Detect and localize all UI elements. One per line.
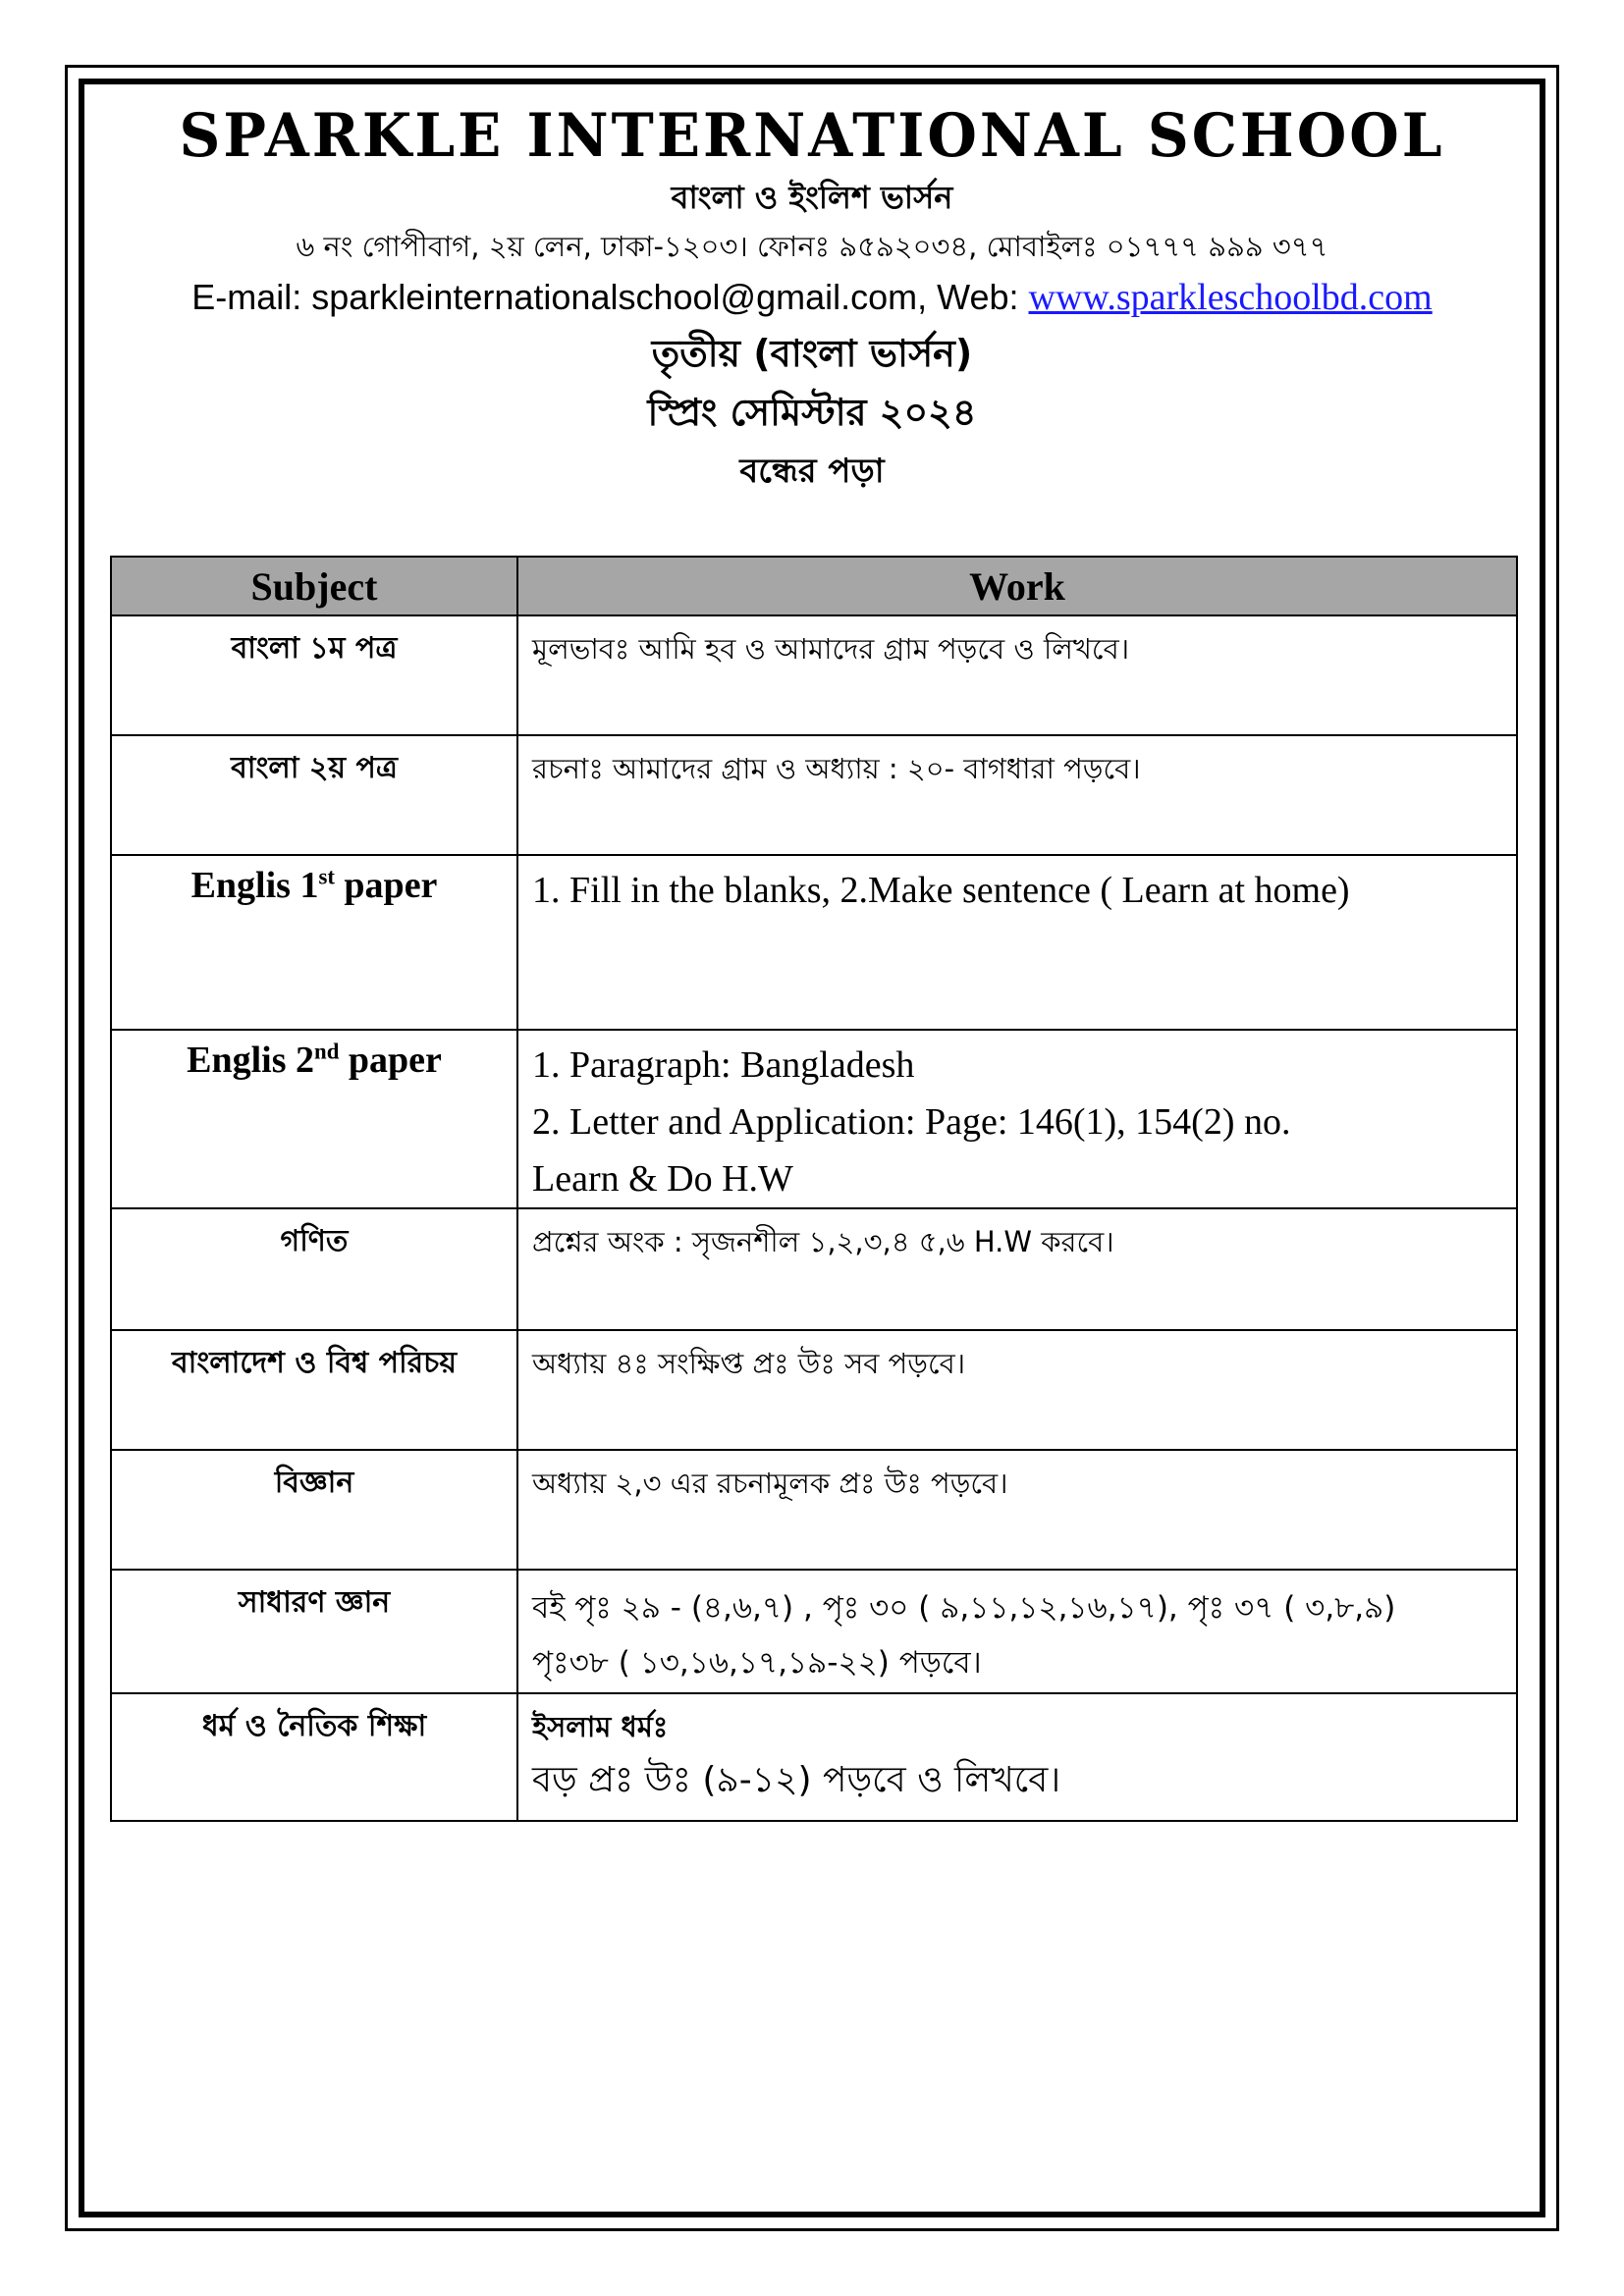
table-row bbox=[111, 1450, 1517, 1570]
work-cell: মূলভাবঃ আমি হব ও আমাদের গ্রাম পড়বে ও লিখবে। bbox=[517, 615, 1517, 735]
table-row bbox=[111, 615, 1517, 735]
class-line: তৃতীয় (বাংলা ভার্সন) bbox=[651, 332, 973, 375]
table-header-row bbox=[111, 557, 1517, 615]
work-line: 1. Paragraph: Bangladesh bbox=[532, 1044, 915, 1086]
subject-text-end: paper bbox=[334, 865, 438, 906]
website-link[interactable]: www.sparkleschoolbd.com bbox=[1028, 277, 1433, 318]
work-line: ইসলাম ধর্মঃ bbox=[532, 1710, 669, 1743]
subject-cell: বাংলাদেশ ও বিশ্ব পরিচয় bbox=[111, 1330, 517, 1450]
work-line: বড় প্রঃ উঃ (৯-১২) পড়বে ও লিখবে। bbox=[532, 1760, 1061, 1800]
subject-cell: সাধারণ জ্ঞান bbox=[111, 1570, 517, 1693]
subject-text: Englis 1 bbox=[190, 865, 319, 906]
version-line: বাংলা ও ইংলিশ ভার্সন bbox=[671, 179, 953, 216]
subject-cell bbox=[111, 1030, 517, 1208]
address-line: ৬ নং গোপীবাগ, ২য় লেন, ঢাকা-১২০৩। ফোনঃ ৯৫৯২০৩৪, মোবাইলঃ ০১৭৭৭ ৯৯৯ ৩৭৭ bbox=[296, 230, 1328, 263]
work-line: Learn & Do H.W bbox=[532, 1158, 793, 1200]
work-line: বই পৃঃ ২৯ - (৪,৬,৭) , পৃঃ ৩০ ( ৯,১১,১২,১৬,১৭), পৃঃ ৩৭ ( ৩,৮,৯) bbox=[532, 1590, 1396, 1626]
table-row bbox=[111, 1693, 1517, 1821]
table-row bbox=[111, 855, 1517, 1030]
work-cell bbox=[517, 1030, 1517, 1208]
subject-sup: nd bbox=[314, 1039, 340, 1064]
homework-table bbox=[110, 556, 1518, 1822]
subject-text: Englis 2 bbox=[187, 1040, 315, 1081]
table-row bbox=[111, 1330, 1517, 1450]
subject-cell: বাংলা ২য় পত্র bbox=[111, 735, 517, 855]
work-cell bbox=[517, 1570, 1517, 1693]
subject-cell: বিজ্ঞান bbox=[111, 1450, 517, 1570]
subject-sup: st bbox=[318, 864, 335, 889]
semester-line: স্প্রিং সেমিস্টার ২০২৪ bbox=[647, 391, 977, 434]
work-cell: প্রশ্নের অংক : সৃজনশীল ১,২,৩,৪ ৫,৬ H.W করবে। bbox=[517, 1208, 1517, 1330]
contact-line bbox=[84, 271, 1540, 324]
header-work: Work bbox=[517, 557, 1517, 615]
work-cell: অধ্যায় ৪ঃ সংক্ষিপ্ত প্রঃ উঃ সব পড়বে। bbox=[517, 1330, 1517, 1450]
table-row bbox=[111, 735, 1517, 855]
work-line: 2. Letter and Application: Page: 146(1), 154(2) no. bbox=[532, 1101, 1291, 1143]
work-line: পৃঃ৩৮ ( ১৩,১৬,১৭,১৯-২২) পড়বে। bbox=[532, 1645, 982, 1681]
subject-cell bbox=[111, 855, 517, 1030]
work-cell: অধ্যায় ২,৩ এর রচনামূলক প্রঃ উঃ পড়বে। bbox=[517, 1450, 1517, 1570]
work-cell: রচনাঃ আমাদের গ্রাম ও অধ্যায় : ২০- বাগধারা পড়বে। bbox=[517, 735, 1517, 855]
email-text: E-mail: sparkleinternationalschool@gmail.com, Web: bbox=[191, 277, 1029, 317]
table-row bbox=[111, 1030, 1517, 1208]
notice-title: বন্ধের পড়া bbox=[739, 452, 885, 491]
table-row bbox=[111, 1570, 1517, 1693]
subject-cell: গণিত bbox=[111, 1208, 517, 1330]
school-name: SPARKLE INTERNATIONAL SCHOOL bbox=[179, 100, 1445, 171]
subject-cell: ধর্ম ও নৈতিক শিক্ষা bbox=[111, 1693, 517, 1821]
subject-text-end: paper bbox=[339, 1040, 442, 1081]
work-cell: 1. Fill in the blanks, 2.Make sentence ( Learn at home) bbox=[517, 855, 1517, 1030]
document-header bbox=[84, 98, 1540, 501]
work-cell bbox=[517, 1693, 1517, 1821]
table-row bbox=[111, 1208, 1517, 1330]
subject-cell: বাংলা ১ম পত্র bbox=[111, 615, 517, 735]
header-subject: Subject bbox=[111, 557, 517, 615]
